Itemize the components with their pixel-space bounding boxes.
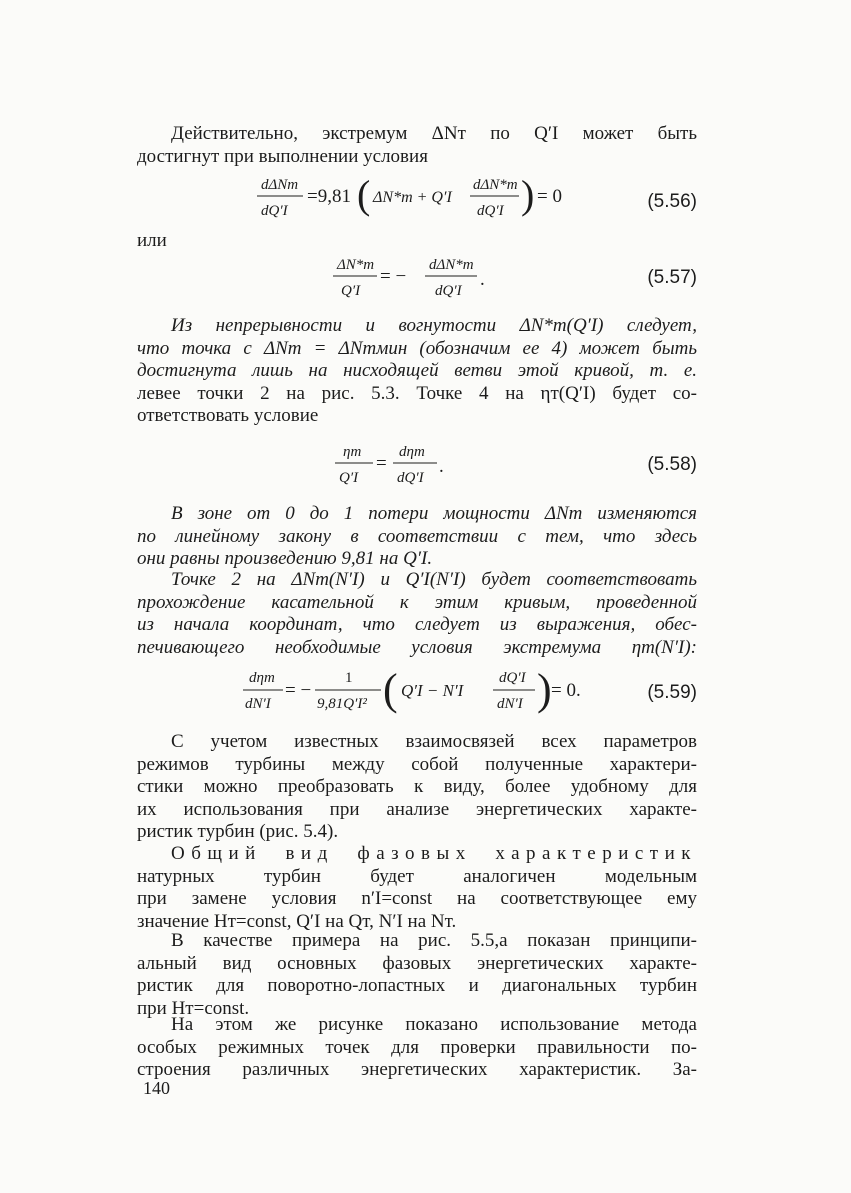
text-line: их использования при анализе энергетических характе- — [137, 798, 697, 820]
text-line: стики можно преобразовать к виду, более удобному для — [137, 776, 697, 797]
paragraph-zone — [137, 503, 697, 571]
text-line: значение Hт=const, Q′I на Qт, N′I на Nт. — [137, 910, 457, 932]
eq557-lhs-num: ΔN*т — [337, 257, 375, 273]
text-line: они равны произведению 9,81 на Q′I. — [137, 548, 433, 569]
paragraph-example — [137, 930, 697, 1020]
eq558-lhs-num: ηт — [343, 444, 362, 460]
paragraph-relations — [137, 731, 697, 844]
equation-number: (5.58) — [647, 454, 697, 475]
text-line: достигнута лишь на нисходящей ветви этой кривой, т. е. — [137, 360, 697, 381]
text-line: из начала координат, что следует из выражения, обес- — [137, 614, 697, 635]
text-line: На этом же рисунке показано использование метода — [171, 1014, 697, 1035]
text-line: ристик для поворотно-лопастных и диагональных турбин — [137, 975, 697, 996]
text-line: особых режимных точек для проверки правильности по- — [137, 1036, 697, 1058]
eq559-frac2-num: dQ′I — [499, 670, 526, 686]
intro-paragraph — [137, 123, 697, 168]
text-line: Действительно, экстремум ΔNт по Q′I может быть — [171, 123, 697, 144]
eq556-lhs-den: dQ′I — [261, 203, 288, 219]
left-paren: ( — [383, 665, 398, 714]
eq556-rhs: = 0 — [537, 186, 562, 207]
eq559-lhs-num: dηт — [249, 670, 275, 686]
text-line: Из непрерывности и вогнутости ΔN*т(Q′I) следует, — [171, 315, 697, 336]
text-line: В качестве примера на рис. 5.5,а показан принципи- — [171, 930, 697, 951]
equation-number: (5.56) — [647, 191, 697, 212]
text-line: режимов турбины между собой полученные характери- — [137, 753, 697, 775]
eq558-sign: = — [376, 453, 387, 474]
eq557-sign: = − — [380, 266, 407, 287]
equation-number: (5.59) — [647, 682, 697, 703]
eq558-lhs-den: Q′I — [339, 470, 359, 486]
eq556-frac-num: dΔN*т — [473, 177, 518, 193]
eq557-rhs-den: dQ′I — [435, 283, 462, 299]
paragraph-continuity — [137, 315, 697, 428]
eq558-rhs-den: dQ′I — [397, 470, 424, 486]
text-line: достигнут при выполнении условия — [137, 145, 428, 167]
eq559-frac2-den: dN′I — [497, 696, 523, 712]
text-line: строения различных энергетических характеристик. За- — [137, 1059, 697, 1080]
eq556-term1: ΔN*т + Q′I — [373, 189, 452, 206]
right-paren: ) — [537, 665, 552, 714]
text-line: Общий вид фазовых характеристик — [171, 843, 697, 864]
text-line: печивающего необходимые условия экстремума ηт(N′I): — [137, 636, 697, 658]
text-line: С учетом известных взаимосвязей всех параметров — [171, 731, 697, 752]
equation-5-58-svg — [137, 442, 697, 502]
right-paren: ) — [521, 172, 535, 217]
eq559-frac1-num: 1 — [345, 670, 353, 686]
text-line: по линейному закону в соответствии с тем, что здесь — [137, 525, 697, 547]
or-word: или — [137, 230, 167, 251]
page-number: 140 — [143, 1078, 170, 1098]
text-line: натурных турбин будет аналогичен модельным — [137, 865, 697, 887]
eq557-dot: . — [480, 269, 485, 290]
equation-5-59 — [137, 662, 697, 722]
equation-5-57-svg — [137, 255, 697, 315]
text-line: прохождение касательной к этим кривым, проведенной — [137, 591, 697, 613]
eq559-sign: = − — [285, 680, 312, 701]
eq556-mid: =9,81 — [307, 186, 351, 207]
eq559-term: Q′I − N′I — [401, 681, 464, 700]
equation-5-56-svg — [137, 172, 697, 235]
eq556-frac-den: dQ′I — [477, 203, 504, 219]
left-paren: ( — [357, 172, 371, 217]
eq558-dot: . — [439, 456, 444, 477]
equation-5-58 — [137, 442, 697, 492]
text-line: при замене условия n′I=const на соответствующее ему — [137, 888, 697, 909]
text-line: что точка с ΔNт = ΔNтмин (обозначим ее 4) может быть — [137, 337, 697, 359]
eq557-lhs-den: Q′I — [341, 283, 361, 299]
text-line: при Hт=const. — [137, 997, 250, 1019]
eq556-lhs-num: dΔNт — [261, 177, 299, 193]
equation-number: (5.57) — [647, 267, 697, 288]
text-line: ответствовать условие — [137, 405, 319, 426]
text-line: ристик турбин (рис. 5.4). — [137, 821, 339, 842]
text-line: левее точки 2 на рис. 5.3. Точке 4 на ηт(Q′I) будет со- — [137, 382, 697, 404]
text-line: В зоне от 0 до 1 потери мощности ΔNт изменяются — [171, 503, 697, 524]
eq559-frac1-den: 9,81Q′I² — [317, 696, 367, 712]
equation-5-57 — [137, 255, 697, 305]
paragraph-general-view — [137, 843, 697, 933]
paragraph-point-2 — [137, 569, 697, 659]
eq559-rhs: = 0. — [551, 680, 581, 701]
equation-5-59-svg — [137, 662, 697, 722]
eq558-rhs-num: dηт — [399, 444, 425, 460]
paragraph-method — [137, 1014, 697, 1082]
equation-5-56 — [137, 172, 697, 225]
text-line: альный вид основных фазовых энергетических характе- — [137, 952, 697, 974]
text-line: Точке 2 на ΔNт(N′I) и Q′I(N′I) будет соответствовать — [171, 569, 697, 590]
eq559-lhs-den: dN′I — [245, 696, 271, 712]
eq557-rhs-num: dΔN*т — [429, 257, 474, 273]
